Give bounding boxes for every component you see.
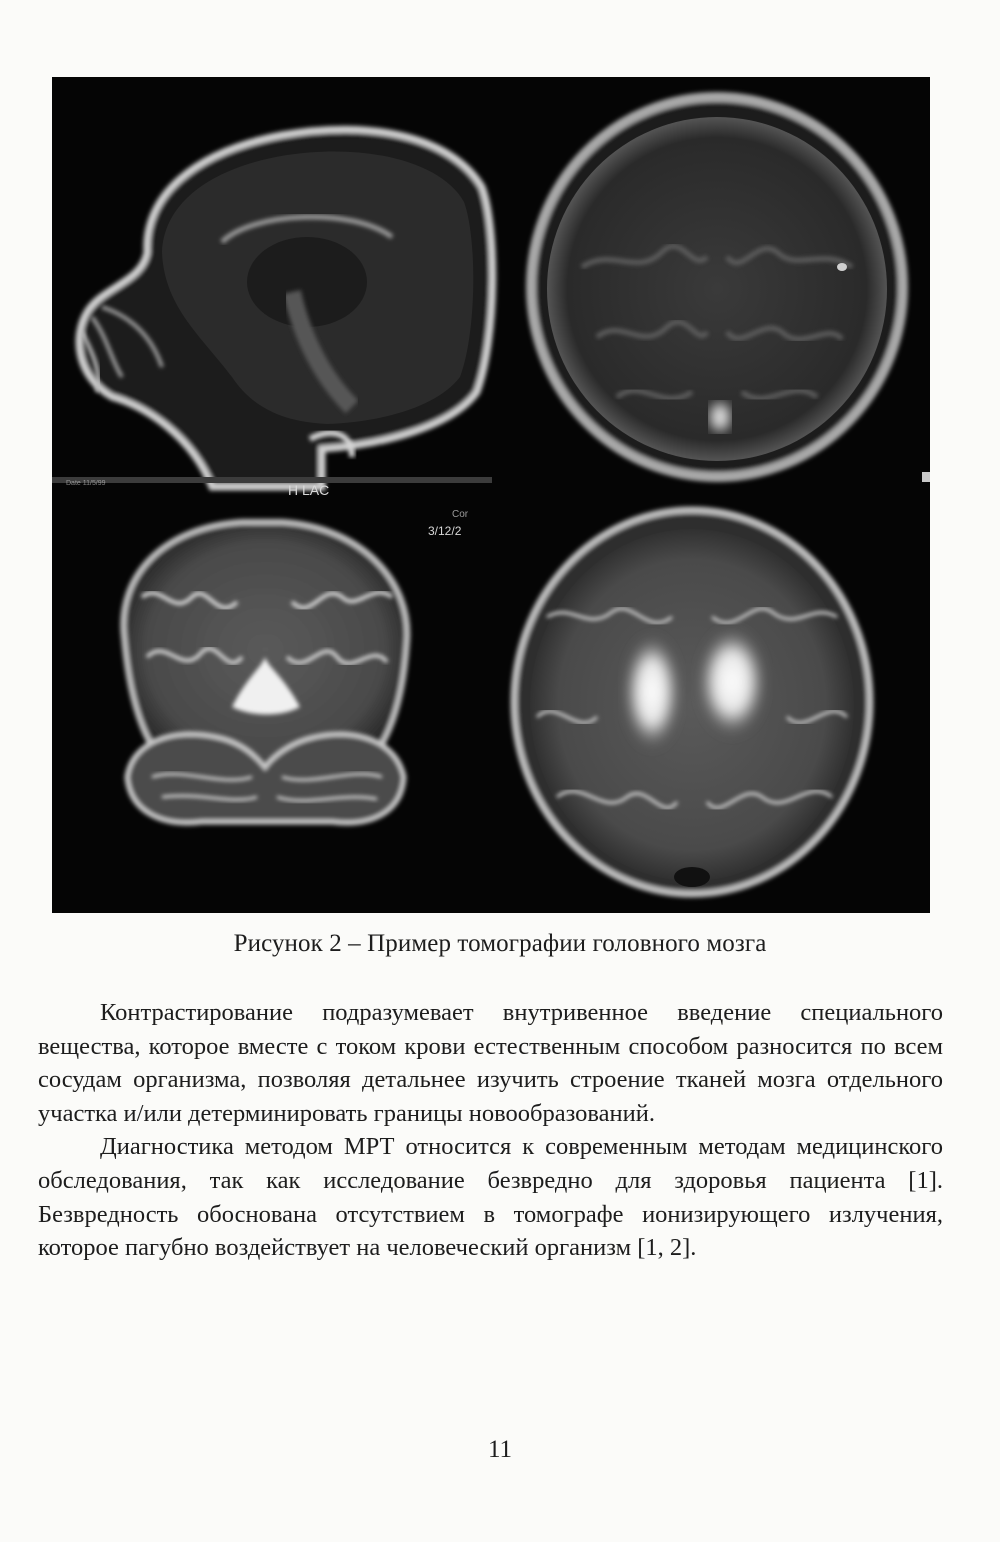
sagittal-scan (52, 129, 493, 498)
axial-t1-scan (531, 97, 930, 482)
sagittal-date-label: Date 11/5/99 (66, 480, 106, 487)
paragraph: Контрастирование подразумевает внутривенное введение специального вещества, которое вместе с током крови естественным способом разносится по всем сосудам организма, позволяя детальнее изучить строение тканей мозга отдельного участка и/или детерминировать границы новообразований. (38, 999, 943, 1127)
mri-collage (52, 77, 930, 913)
page-number: 11 (487, 1436, 513, 1463)
paragraph: Диагностика методом МРТ относится к современным методам медицинского обследования, так как исследование безвредно для здоровья пациента [1]. Безвредность обоснована отсутствием в томографе ионизирующего излучения, которое пагубно воздействует на человеческий организм [1, 2]. (38, 1133, 943, 1262)
coronal-label-b: 3/12/2 (428, 524, 462, 538)
coronal-t2-scan (123, 509, 468, 823)
figure-caption: Рисунок 2 – Пример томографии головного мозга (233, 930, 767, 957)
axial-t2-scan (514, 510, 870, 894)
coronal-label-a: Cor (452, 509, 469, 520)
body-text (38, 996, 943, 1265)
sagittal-label: H LAC (288, 482, 330, 498)
mri-figure (52, 77, 930, 913)
